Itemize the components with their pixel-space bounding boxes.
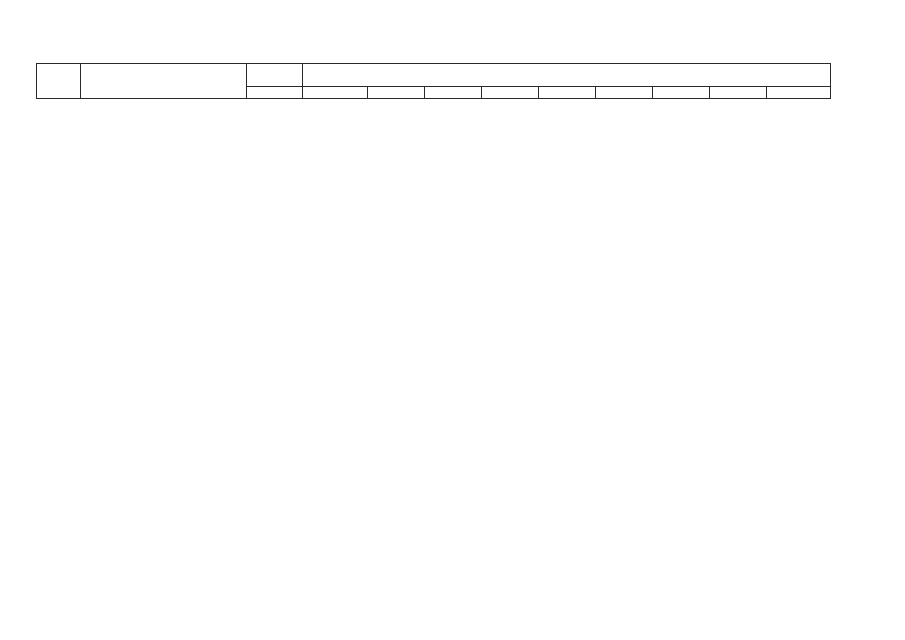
header-year bbox=[539, 87, 596, 99]
header-year bbox=[368, 87, 425, 99]
program-funding-table bbox=[36, 63, 831, 99]
budget-sheet bbox=[36, 63, 831, 99]
header-year bbox=[653, 87, 710, 99]
header-year-total bbox=[303, 87, 368, 99]
header-year bbox=[710, 87, 767, 99]
header-funding-volume bbox=[303, 64, 831, 87]
header-budget-code bbox=[247, 64, 303, 87]
header-number bbox=[37, 64, 81, 99]
header-year bbox=[482, 87, 539, 99]
header-year bbox=[425, 87, 482, 99]
header-year bbox=[596, 87, 653, 99]
header-program-name bbox=[81, 64, 247, 99]
header-row bbox=[37, 64, 831, 87]
table-body bbox=[37, 64, 831, 99]
header-year bbox=[767, 87, 831, 99]
header-grbs bbox=[247, 87, 303, 99]
